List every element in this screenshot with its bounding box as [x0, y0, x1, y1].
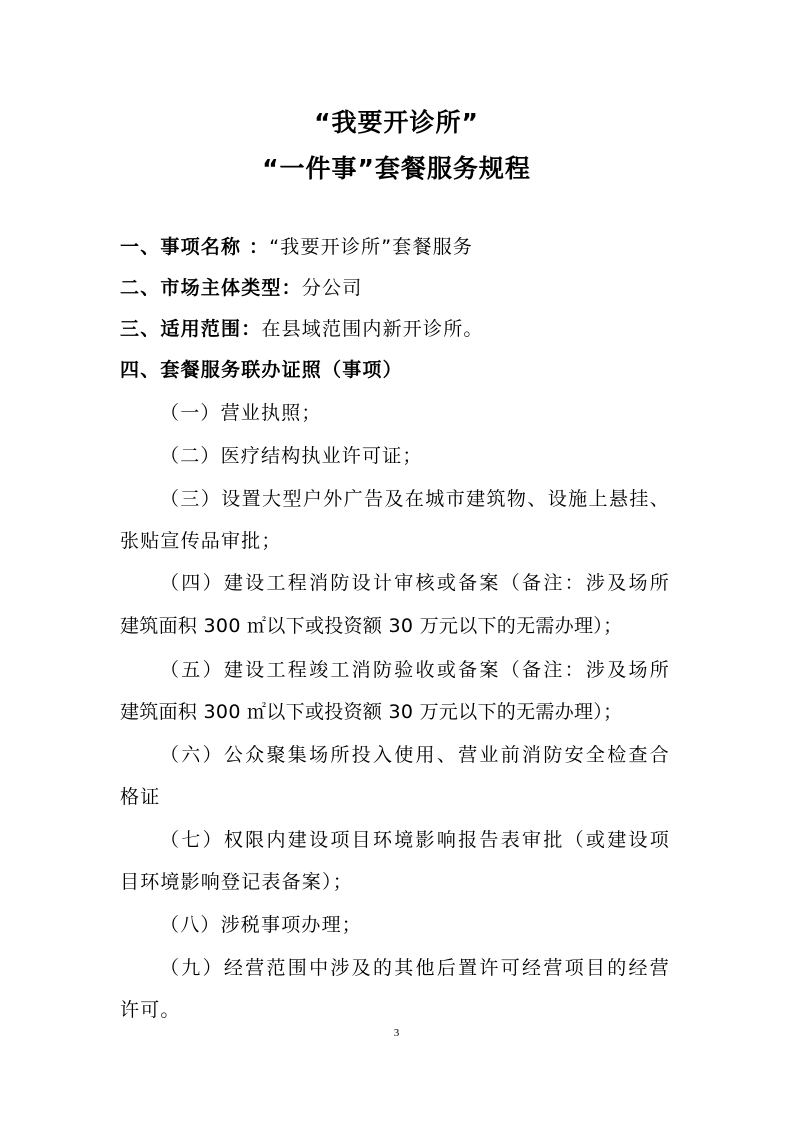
section-value: 分公司: [301, 277, 363, 299]
list-item-6-line-1: （六）公众聚集场所投入使用、营业前消防安全检查合: [160, 744, 670, 766]
title-line-1: “我要开诊所”: [314, 108, 479, 137]
list-item-3-line-1: （三）设置大型户外广告及在城市建筑物、设施上悬挂、: [160, 488, 670, 510]
list-item-8: （八）涉税事项办理；: [160, 914, 363, 936]
section-label: 四、套餐服务联办证照（事项）: [120, 359, 403, 381]
list-item-9-line-2: 许可。: [120, 999, 181, 1021]
list-item-7-line-2: 目环境影响登记表备案）；: [120, 871, 353, 893]
list-item-4-line-1: （四）建设工程消防设计审核或备案（备注：涉及场所: [160, 572, 670, 594]
section-label: 二、市场主体类型：: [120, 277, 302, 299]
section-entity-type: [120, 273, 362, 300]
section-value: “我要开诊所”套餐服务: [269, 236, 474, 258]
section-label: 一、事项名称 ：: [120, 236, 270, 258]
page-number: 3: [393, 1027, 400, 1039]
list-item-7-line-1: （七）权限内建设项目环境影响报告表审批（或建设项: [160, 829, 670, 851]
section-scope: [120, 314, 484, 341]
section-services: [120, 355, 403, 382]
section-value: 在县域范围内新开诊所。: [261, 318, 484, 340]
title-line-2: “一件事”套餐服务规程: [262, 154, 531, 183]
list-item-3-line-2: 张贴宣传品审批；: [120, 530, 282, 552]
section-label: 三、适用范围：: [120, 318, 262, 340]
section-item-name: [120, 232, 473, 259]
list-item-9-line-1: （九）经营范围中涉及的其他后置许可经营项目的经营: [160, 957, 670, 979]
list-item-5-line-2: 建筑面积 300 ㎡以下或投资额 30 万元以下的无需办理）；: [120, 701, 623, 723]
list-item-4-line-2: 建筑面积 300 ㎡以下或投资额 30 万元以下的无需办理）；: [120, 615, 623, 637]
list-item-2: （二）医疗结构执业许可证；: [160, 445, 423, 467]
list-item-1: （一）营业执照；: [160, 402, 322, 424]
list-item-5-line-1: （五）建设工程竣工消防验收或备案（备注：涉及场所: [160, 659, 670, 681]
list-item-6-line-2: 格证: [120, 786, 161, 808]
